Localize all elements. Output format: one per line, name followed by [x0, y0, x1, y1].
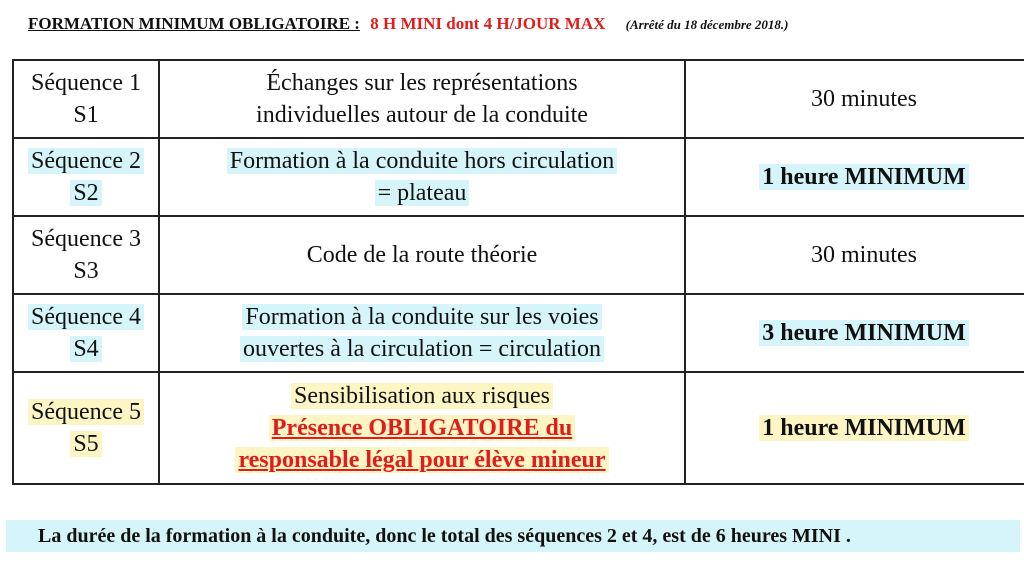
table-row	[13, 138, 1024, 216]
sequence-label: Séquence 1	[31, 70, 141, 96]
page-title	[28, 14, 789, 34]
sequence-cell	[13, 294, 159, 372]
mandatory-presence-line: responsable légal pour élève mineur	[235, 447, 608, 473]
duration-cell	[685, 294, 1024, 372]
duration-value: 3 heure MINIMUM	[759, 320, 969, 346]
duration-cell	[685, 60, 1024, 138]
total-duration-text: La durée de la formation à la conduite, donc le total des séquences 2 et 4, est de 6 heures MINI .	[38, 525, 851, 547]
description-line: Code de la route théorie	[306, 242, 538, 268]
mandatory-presence-line: Présence OBLIGATOIRE du	[269, 415, 575, 441]
sequence-label: Séquence 2	[28, 148, 144, 174]
sequence-cell	[13, 372, 159, 484]
table-row	[13, 216, 1024, 294]
sequence-cell	[13, 216, 159, 294]
table-row	[13, 294, 1024, 372]
sequence-code: S1	[73, 102, 99, 128]
duration-value: 30 minutes	[811, 242, 917, 268]
sequence-label: Séquence 4	[28, 304, 144, 330]
description-cell	[159, 216, 685, 294]
description-line: Formation à la conduite sur les voies	[242, 304, 601, 330]
table-row	[13, 372, 1024, 484]
sequence-code: S4	[70, 336, 101, 362]
duration-value: 1 heure MINIMUM	[759, 164, 969, 190]
duration-cell	[685, 216, 1024, 294]
sequence-label: Séquence 5	[28, 399, 144, 425]
duration-cell	[685, 138, 1024, 216]
title-note: (Arrêté du 18 décembre 2018.)	[625, 17, 789, 32]
title-highlight: 8 H MINI dont 4 H/JOUR MAX	[370, 14, 606, 33]
sequence-table	[12, 59, 1024, 485]
duration-value: 1 heure MINIMUM	[759, 415, 969, 441]
sequence-cell	[13, 138, 159, 216]
description-line: Échanges sur les représentations	[266, 70, 578, 96]
sequence-code: S3	[73, 258, 99, 284]
description-line: = plateau	[375, 180, 470, 206]
description-cell	[159, 372, 685, 484]
description-line: Sensibilisation aux risques	[291, 383, 553, 409]
table-row	[13, 60, 1024, 138]
total-duration-note	[6, 520, 1020, 552]
duration-cell	[685, 372, 1024, 484]
sequence-code: S5	[70, 431, 101, 457]
description-line: ouvertes à la circulation = circulation	[240, 336, 604, 362]
description-cell	[159, 138, 685, 216]
title-lead: FORMATION MINIMUM OBLIGATOIRE :	[28, 14, 360, 33]
sequence-cell	[13, 60, 159, 138]
description-cell	[159, 60, 685, 138]
description-cell	[159, 294, 685, 372]
description-line: Formation à la conduite hors circulation	[227, 148, 618, 174]
sequence-code: S2	[70, 180, 101, 206]
duration-value: 30 minutes	[811, 86, 917, 112]
sequence-label: Séquence 3	[31, 226, 141, 252]
description-line: individuelles autour de la conduite	[256, 102, 588, 128]
